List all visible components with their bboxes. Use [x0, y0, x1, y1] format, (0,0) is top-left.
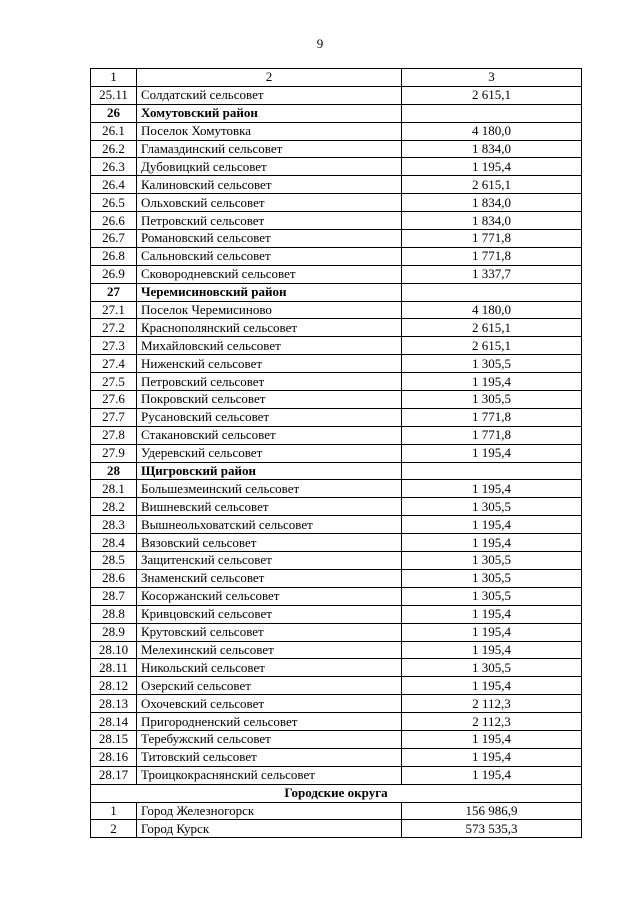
table-row [91, 730, 582, 748]
municipality-name: Калиновский сельсовет [137, 176, 402, 194]
row-number: 28.5 [91, 552, 137, 570]
row-number: 27.9 [91, 444, 137, 462]
amount-value: 1 195,4 [402, 677, 582, 695]
amount-value: 1 834,0 [402, 194, 582, 212]
amount-value: 1 305,5 [402, 391, 582, 409]
page-number: 9 [316, 36, 324, 51]
row-number: 27 [91, 283, 137, 301]
municipality-name: Большезмеинский сельсовет [137, 480, 402, 498]
table-row [91, 247, 582, 265]
row-number: 28.17 [91, 766, 137, 784]
table-row [91, 301, 582, 319]
column-number-row [91, 69, 582, 87]
table-row [91, 176, 582, 194]
amount-value: 1 305,5 [402, 552, 582, 570]
municipality-name: Теребужский сельсовет [137, 730, 402, 748]
municipality-name: Озерский сельсовет [137, 677, 402, 695]
column-number-3: 3 [402, 69, 582, 87]
municipality-name: Хомутовский район [137, 104, 402, 122]
district-header-row [91, 283, 582, 301]
section-title: Городские округа [91, 784, 582, 802]
row-number: 28.15 [91, 730, 137, 748]
row-number: 27.6 [91, 391, 137, 409]
municipality-name: Сальновский сельсовет [137, 247, 402, 265]
table-row [91, 373, 582, 391]
row-number: 28.14 [91, 713, 137, 731]
row-number: 28.3 [91, 516, 137, 534]
municipality-name: Кривцовский сельсовет [137, 605, 402, 623]
table-row [91, 426, 582, 444]
allocation-table [90, 68, 582, 838]
district-header-row [91, 462, 582, 480]
municipality-name: Вишневский сельсовет [137, 498, 402, 516]
amount-value: 1 195,4 [402, 730, 582, 748]
row-number: 26.8 [91, 247, 137, 265]
row-number: 28.8 [91, 605, 137, 623]
amount-value: 1 337,7 [402, 265, 582, 283]
row-number: 26 [91, 104, 137, 122]
table-row [91, 802, 582, 820]
municipality-name: Защитенский сельсовет [137, 552, 402, 570]
table-row [91, 516, 582, 534]
municipality-name: Удеревский сельсовет [137, 444, 402, 462]
amount-value: 1 195,4 [402, 748, 582, 766]
row-number: 27.4 [91, 355, 137, 373]
amount-value: 573 535,3 [402, 820, 582, 838]
amount-value [402, 283, 582, 301]
municipality-name: Дубовицкий сельсовет [137, 158, 402, 176]
amount-value: 4 180,0 [402, 301, 582, 319]
row-number: 26.2 [91, 140, 137, 158]
municipality-name: Стакановский сельсовет [137, 426, 402, 444]
amount-value: 1 305,5 [402, 355, 582, 373]
municipality-name: Ниженский сельсовет [137, 355, 402, 373]
table-row [91, 695, 582, 713]
row-number: 26.1 [91, 122, 137, 140]
row-number: 27.5 [91, 373, 137, 391]
table-row [91, 641, 582, 659]
row-number: 26.9 [91, 265, 137, 283]
row-number: 28.2 [91, 498, 137, 516]
municipality-name: Покровский сельсовет [137, 391, 402, 409]
table-row [91, 587, 582, 605]
amount-value: 1 195,4 [402, 158, 582, 176]
row-number: 28.9 [91, 623, 137, 641]
amount-value: 1 195,4 [402, 605, 582, 623]
municipality-name: Косоржанский сельсовет [137, 587, 402, 605]
column-number-2: 2 [137, 69, 402, 87]
table-row [91, 713, 582, 731]
table-row [91, 355, 582, 373]
table-row [91, 623, 582, 641]
row-number: 2 [91, 820, 137, 838]
municipality-name: Вышнеольховатский сельсовет [137, 516, 402, 534]
amount-value: 1 305,5 [402, 569, 582, 587]
table-row [91, 194, 582, 212]
municipality-name: Петровский сельсовет [137, 373, 402, 391]
district-header-row [91, 104, 582, 122]
row-number: 28.13 [91, 695, 137, 713]
row-number: 28.10 [91, 641, 137, 659]
row-number: 27.7 [91, 408, 137, 426]
table-row [91, 569, 582, 587]
municipality-name: Поселок Хомутовка [137, 122, 402, 140]
table-row [91, 140, 582, 158]
amount-value: 1 195,4 [402, 766, 582, 784]
amount-value: 1 305,5 [402, 498, 582, 516]
row-number: 28.1 [91, 480, 137, 498]
table-row [91, 230, 582, 248]
table-body [91, 69, 582, 838]
municipality-name: Ольховский сельсовет [137, 194, 402, 212]
municipality-name: Город Железногорск [137, 802, 402, 820]
row-number: 27.8 [91, 426, 137, 444]
table-row [91, 391, 582, 409]
table-row [91, 337, 582, 355]
amount-value: 1 195,4 [402, 373, 582, 391]
amount-value: 1 305,5 [402, 587, 582, 605]
amount-value: 1 195,4 [402, 444, 582, 462]
table-row [91, 498, 582, 516]
row-number: 26.7 [91, 230, 137, 248]
table-row [91, 86, 582, 104]
table-row [91, 265, 582, 283]
amount-value: 1 771,8 [402, 247, 582, 265]
amount-value: 1 195,4 [402, 516, 582, 534]
table-row [91, 605, 582, 623]
amount-value: 2 615,1 [402, 337, 582, 355]
municipality-name: Троицкокраснянский сельсовет [137, 766, 402, 784]
municipality-name: Краснополянский сельсовет [137, 319, 402, 337]
municipality-name: Вязовский сельсовет [137, 534, 402, 552]
amount-value: 1 771,8 [402, 230, 582, 248]
amount-value: 4 180,0 [402, 122, 582, 140]
municipality-name: Поселок Черемисиново [137, 301, 402, 319]
municipality-name: Знаменский сельсовет [137, 569, 402, 587]
row-number: 28 [91, 462, 137, 480]
table-row [91, 158, 582, 176]
row-number: 28.16 [91, 748, 137, 766]
municipality-name: Петровский сельсовет [137, 212, 402, 230]
municipality-name: Романовский сельсовет [137, 230, 402, 248]
table-row [91, 552, 582, 570]
row-number: 27.2 [91, 319, 137, 337]
municipality-name: Никольский сельсовет [137, 659, 402, 677]
municipality-name: Гламаздинский сельсовет [137, 140, 402, 158]
column-number-1: 1 [91, 69, 137, 87]
table-row [91, 766, 582, 784]
table-row [91, 212, 582, 230]
amount-value: 1 771,8 [402, 426, 582, 444]
municipality-name: Щигровский район [137, 462, 402, 480]
amount-value: 2 112,3 [402, 713, 582, 731]
amount-value [402, 462, 582, 480]
municipality-name: Солдатский сельсовет [137, 86, 402, 104]
municipality-name: Михайловский сельсовет [137, 337, 402, 355]
table-row [91, 677, 582, 695]
table-row [91, 748, 582, 766]
row-number: 28.6 [91, 569, 137, 587]
row-number: 26.3 [91, 158, 137, 176]
table-row [91, 820, 582, 838]
amount-value: 1 305,5 [402, 659, 582, 677]
municipality-name: Черемисиновский район [137, 283, 402, 301]
row-number: 26.6 [91, 212, 137, 230]
amount-value: 1 771,8 [402, 408, 582, 426]
municipality-name: Пригородненский сельсовет [137, 713, 402, 731]
table-row [91, 534, 582, 552]
row-number: 1 [91, 802, 137, 820]
amount-value: 1 195,4 [402, 534, 582, 552]
municipality-name: Русановский сельсовет [137, 408, 402, 426]
row-number: 27.1 [91, 301, 137, 319]
row-number: 28.4 [91, 534, 137, 552]
amount-value: 1 834,0 [402, 212, 582, 230]
amount-value: 1 195,4 [402, 480, 582, 498]
amount-value: 2 615,1 [402, 86, 582, 104]
municipality-name: Город Курск [137, 820, 402, 838]
table-row [91, 122, 582, 140]
row-number: 26.5 [91, 194, 137, 212]
municipality-name: Титовский сельсовет [137, 748, 402, 766]
row-number: 26.4 [91, 176, 137, 194]
municipality-name: Мелехинский сельсовет [137, 641, 402, 659]
municipality-name: Крутовский сельсовет [137, 623, 402, 641]
amount-value: 1 195,4 [402, 641, 582, 659]
table-row [91, 408, 582, 426]
row-number: 25.11 [91, 86, 137, 104]
table-row [91, 480, 582, 498]
municipality-name: Сковородневский сельсовет [137, 265, 402, 283]
table-row [91, 319, 582, 337]
amount-value: 1 834,0 [402, 140, 582, 158]
table-row [91, 444, 582, 462]
amount-value: 2 615,1 [402, 176, 582, 194]
amount-value: 2 112,3 [402, 695, 582, 713]
amount-value: 1 195,4 [402, 623, 582, 641]
row-number: 28.7 [91, 587, 137, 605]
row-number: 27.3 [91, 337, 137, 355]
row-number: 28.12 [91, 677, 137, 695]
municipality-name: Охочевский сельсовет [137, 695, 402, 713]
table-row [91, 659, 582, 677]
section-header-row [91, 784, 582, 802]
amount-value: 156 986,9 [402, 802, 582, 820]
amount-value [402, 104, 582, 122]
row-number: 28.11 [91, 659, 137, 677]
amount-value: 2 615,1 [402, 319, 582, 337]
